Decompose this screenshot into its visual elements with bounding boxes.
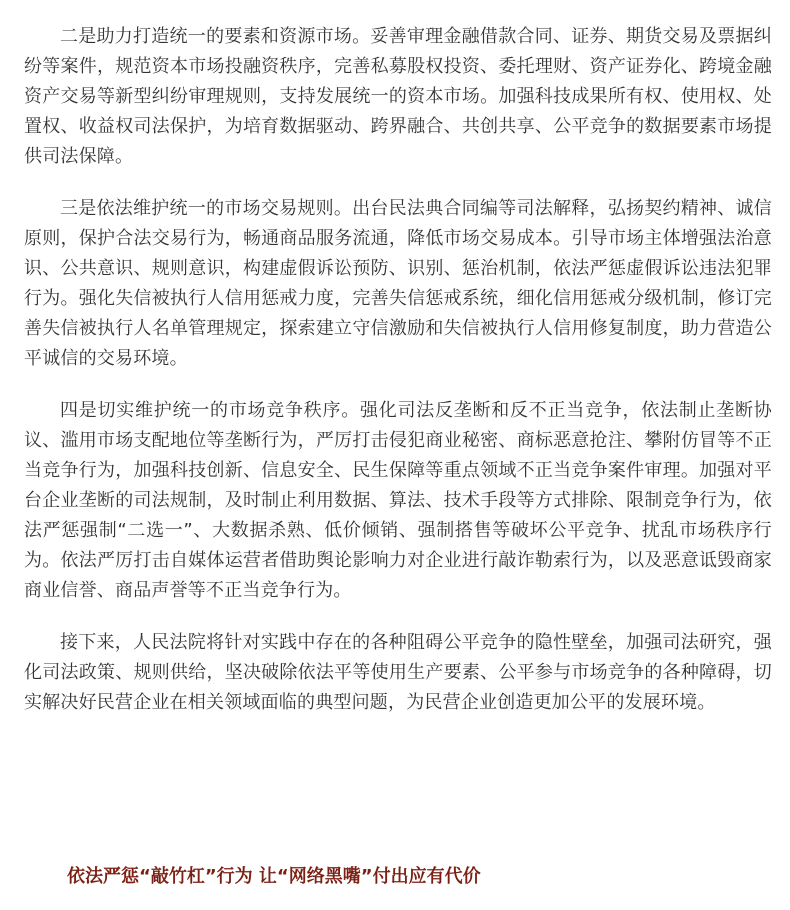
paragraph-factor-market: 二是助力打造统一的要素和资源市场。妥善审理金融借款合同、证券、期货交易及票据纠纷等案件，规范资本市场投融资秩序，完善私募股权投资、委托理财、资产证券化、跨境金融资产交易等新型纠纷审理规则，支持发展统一的资本市场。加强科技成果所有权、使用权、处置权、收益权司法保护，为培育数据驱动、跨界融合、共创共享、公平竞争的数据要素市场提供司法保障。 [24,26,772,167]
paragraph-competition-order: 四是切实维护统一的市场竞争秩序。强化司法反垄断和反不正当竞争，依法制止垄断协议、滥用市场支配地位等垄断行为，严厉打击侵犯商业秘密、商标恶意抢注、攀附仿冒等不正当竞争行为，加强科技创新、信息安全、民生保障等重点领域不正当竞争案件审理。加强对平台企业垄断的司法规制，及时制止利用数据、算法、技术手段等方式排除、限制竞争行为，依法严惩强制“二选一”、大数据杀熟、低价倾销、强制搭售等破坏公平竞争、扰乱市场秩序行为。依法严厉打击自媒体运营者借助舆论影响力对企业进行敲诈勒索行为，以及恶意诋毁商家商业信誉、商品声誉等不正当竞争行为。 [24,400,772,601]
paragraph-next-steps: 接下来，人民法院将针对实践中存在的各种阻碍公平竞争的隐性壁垒，加强司法研究，强化司法政策、规则供给，坚决破除依法平等使用生产要素、公平参与市场竞争的各种障碍，切实解决好民营企业在相关领域面临的典型问题，为民营企业创造更加公平的发展环境。 [24,632,772,713]
paragraph-trading-rules: 三是依法维护统一的市场交易规则。出台民法典合同编等司法解释，弘扬契约精神、诚信原则，保护合法交易行为，畅通商品服务流通，降低市场交易成本。引导市场主体增强法治意识、公共意识、规则意识，构建虚假诉讼预防、识别、惩治机制，依法严惩虚假诉讼违法犯罪行为。强化失信被执行人信用惩戒力度，完善失信惩戒系统，细化信用惩戒分级机制，修订完善失信被执行人名单管理规定，探索建立守信激励和失信被执行人信用修复制度，助力营造公平诚信的交易环境。 [24,198,772,369]
section-subheading: 依法严惩“敲竹杠”行为 让“网络黑嘴”付出应有代价 [67,866,481,887]
article-body [24,22,772,740]
